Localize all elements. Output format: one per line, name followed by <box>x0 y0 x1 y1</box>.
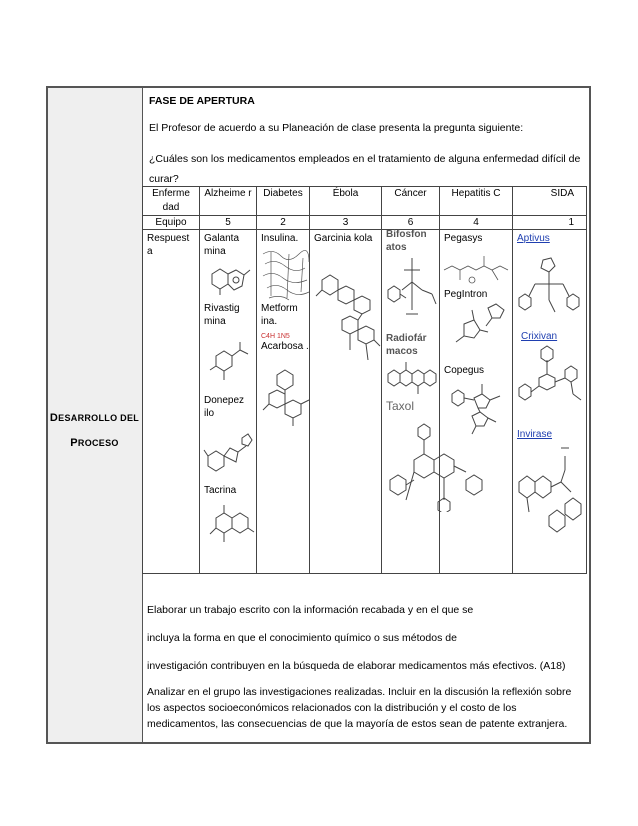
label-initial-1: D <box>49 412 59 424</box>
section-label <box>48 406 141 456</box>
drug-name: Metform ina. <box>261 303 298 327</box>
molecule-structure-icon <box>442 250 512 290</box>
count-cell: 6 <box>382 216 440 230</box>
drug-link[interactable]: Crixivan <box>521 331 558 342</box>
molecule-structure-icon <box>202 428 254 480</box>
table-header-row <box>143 187 587 216</box>
header-cell: Diabetes <box>257 187 310 216</box>
molecule-structure-icon <box>206 502 256 548</box>
drug-name: Copegus <box>444 365 485 376</box>
task-1-cont: investigación contribuyen en la búsqueda de elaborar medicamentos más efectivos. (A18) <box>147 660 566 672</box>
molecule-structure-icon <box>384 254 440 322</box>
task-2-cont: los aspectos socioeconómicos relacionados con la distribución y el costo de los <box>147 702 517 714</box>
count-cell: 2 <box>257 216 310 230</box>
molecule-structure-icon <box>515 344 585 408</box>
drug-name: Taxol <box>386 399 415 413</box>
response-label: Respuest a <box>147 233 190 257</box>
count-cell: 4 <box>440 216 513 230</box>
header-cell: Ébola <box>310 187 382 216</box>
molecule-structure-icon <box>448 302 510 350</box>
drug-name: PegIntron <box>444 289 488 300</box>
drug-name: Garcinia kola <box>314 233 373 244</box>
task-text: Elaborar un trabajo escrito con la información recabada y en el que se <box>147 604 474 616</box>
label-rest-1: ESARROLLO DEL <box>58 413 140 423</box>
label-initial-2: P <box>70 437 78 449</box>
molecule-structure-icon <box>259 366 311 430</box>
cancer-cell <box>382 230 440 574</box>
task-2-cont: medicamentos, las consecuencias de que la mayoría de estos sean de patente extranjera. <box>147 718 568 730</box>
drug-name: Rivastig mina <box>204 303 240 327</box>
drug-name: Insulina. <box>261 233 299 244</box>
molecule-structure-icon <box>259 246 311 304</box>
drug-name: Acarbosa . <box>261 341 309 352</box>
team-count-row <box>143 216 587 230</box>
task-2 <box>147 686 571 698</box>
drug-name: Galanta mina <box>204 233 240 257</box>
header-cell: Alzheime r <box>200 187 257 216</box>
header-cell: SIDA <box>513 187 587 216</box>
drug-name: Tacrina <box>204 485 237 496</box>
task-text: Analizar en el grupo las investigaciones realizadas. Incluir en la discusión la reflexión sobre <box>147 686 572 698</box>
chemical-formula: C4H 1N5 <box>261 333 290 340</box>
molecule-structure-icon <box>312 270 382 366</box>
task-1-cont: incluya la forma en que el conocimiento químico o sus métodos de <box>147 632 457 644</box>
header-cell: Cáncer <box>382 187 440 216</box>
count-cell: Equipo <box>143 216 200 230</box>
response-row <box>143 230 587 574</box>
intro-text: El Profesor de acuerdo a su Planeación de clase presenta la pregunta siguiente: <box>149 122 524 134</box>
response-label-cell <box>143 230 200 574</box>
drug-link[interactable]: Invirase <box>517 429 553 440</box>
left-column <box>48 88 143 742</box>
header-cell: Hepatitis C <box>440 187 513 216</box>
task-1 <box>147 604 473 616</box>
label-rest-2: ROCESO <box>77 438 119 448</box>
hepatitis-cell <box>440 230 513 574</box>
phase-title: FASE DE APERTURA <box>149 95 255 107</box>
drug-name: Donepez ilo <box>204 395 245 419</box>
medication-table <box>142 186 587 574</box>
count-cell: 1 <box>513 216 587 230</box>
molecule-structure-icon <box>206 336 254 384</box>
question-text: ¿Cuáles son los medicamentos empleados en el tratamiento de alguna enfermedad difícil de curar? <box>149 153 581 185</box>
drug-name: Radiofár macos <box>386 333 427 357</box>
diabetes-cell <box>257 230 310 574</box>
drug-name: Bifosfon atos <box>386 229 427 253</box>
molecule-structure-icon <box>442 378 512 436</box>
count-cell: 5 <box>200 216 257 230</box>
molecule-structure-icon <box>515 256 585 318</box>
ebola-cell <box>310 230 382 574</box>
count-cell: 3 <box>310 216 382 230</box>
drug-name: Pegasys <box>444 233 483 244</box>
molecule-structure-icon <box>204 264 254 298</box>
drug-link[interactable]: Aptivus <box>517 233 550 244</box>
alzheimer-cell <box>200 230 257 574</box>
molecule-structure-icon <box>384 358 440 396</box>
header-cell: Enferme dad <box>143 187 200 216</box>
molecule-structure-icon <box>515 442 585 542</box>
sida-cell <box>513 230 587 574</box>
